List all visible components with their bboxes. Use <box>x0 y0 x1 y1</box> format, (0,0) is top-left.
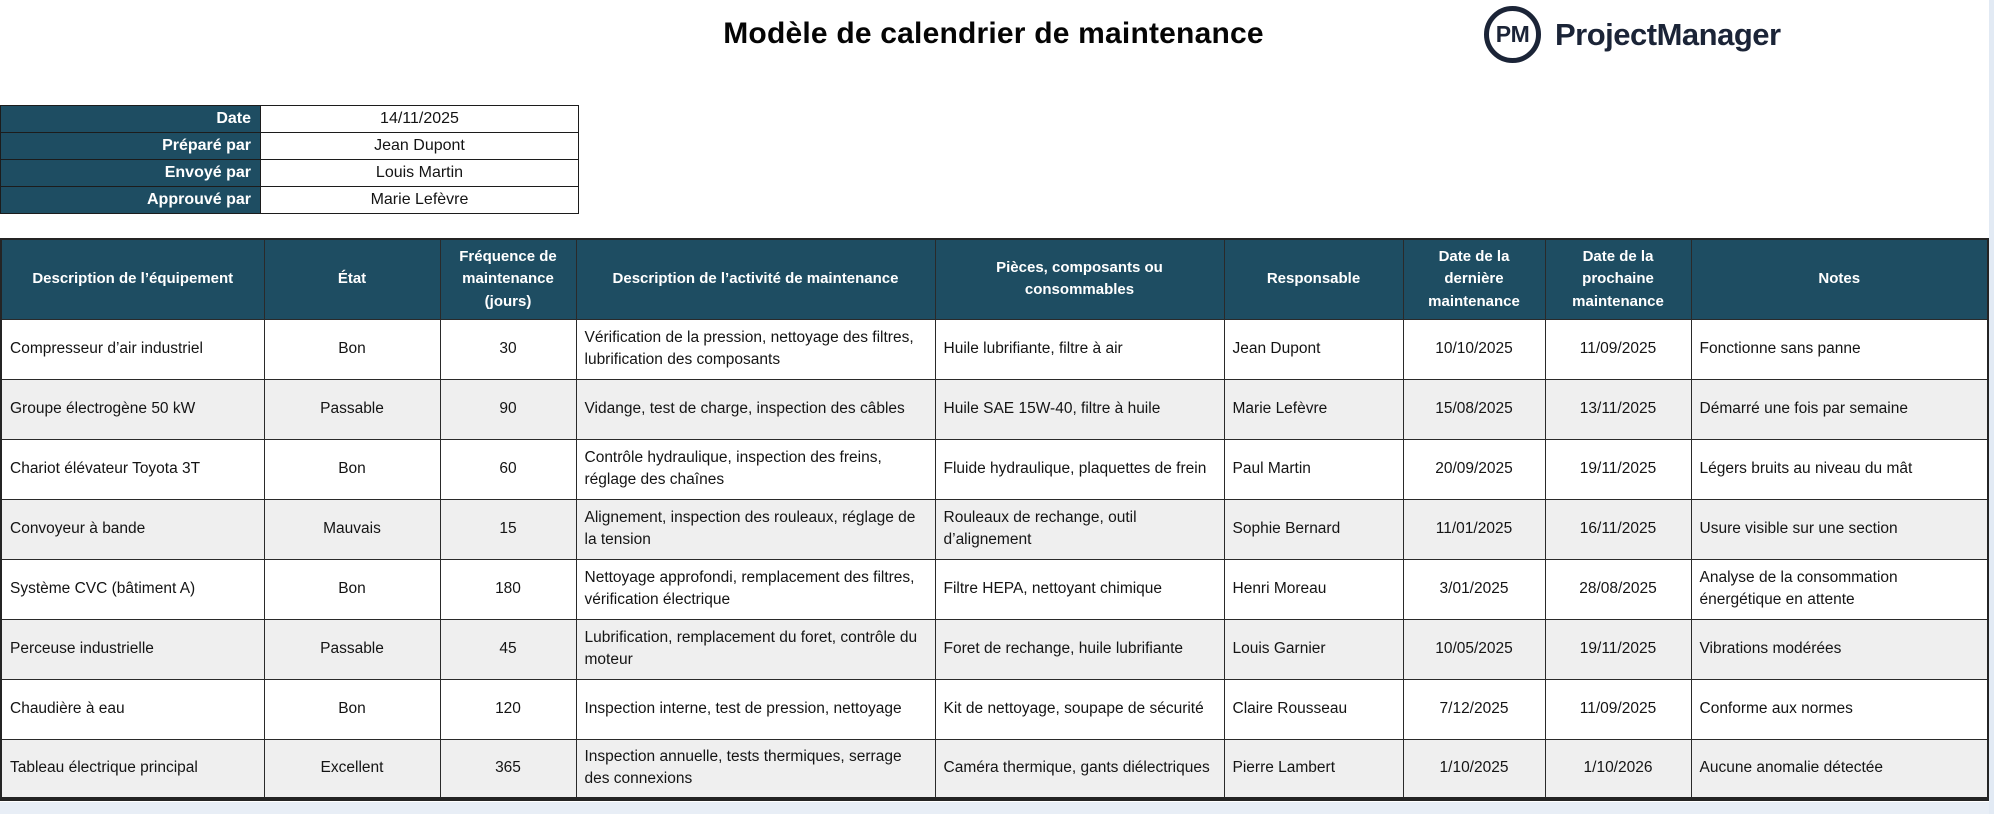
maintenance-table-body <box>1 319 1988 799</box>
table-cell: Légers bruits au niveau du mât <box>1691 439 1988 499</box>
table-cell: Foret de rechange, huile lubrifiante <box>935 619 1224 679</box>
table-row <box>1 379 1988 439</box>
table-cell: Louis Garnier <box>1224 619 1403 679</box>
col-header-activity: Description de l’activité de maintenance <box>576 239 935 319</box>
info-label: Préparé par <box>1 133 261 160</box>
table-cell: Groupe électrogène 50 kW <box>1 379 264 439</box>
table-cell: 15 <box>440 499 576 559</box>
info-label: Approuvé par <box>1 187 261 214</box>
pm-monogram-icon: PM <box>1484 6 1541 63</box>
table-cell: Conforme aux normes <box>1691 679 1988 739</box>
info-label: Envoyé par <box>1 160 261 187</box>
table-cell: Bon <box>264 679 440 739</box>
table-cell: Usure visible sur une section <box>1691 499 1988 559</box>
page-title: Modèle de calendrier de maintenance <box>723 17 1264 50</box>
table-cell: Caméra thermique, gants diélectriques <box>935 739 1224 799</box>
table-cell: Henri Moreau <box>1224 559 1403 619</box>
info-label: Date <box>1 106 261 133</box>
table-cell: Nettoyage approfondi, remplacement des filtres, vérification électrique <box>576 559 935 619</box>
col-header-last-maintenance: Date de la dernière maintenance <box>1403 239 1545 319</box>
col-header-parts: Pièces, composants ou consommables <box>935 239 1224 319</box>
table-cell: Filtre HEPA, nettoyant chimique <box>935 559 1224 619</box>
table-cell: 180 <box>440 559 576 619</box>
table-cell: Chaudière à eau <box>1 679 264 739</box>
table-row <box>1 499 1988 559</box>
table-cell: Mauvais <box>264 499 440 559</box>
table-row <box>1 439 1988 499</box>
info-value: Louis Martin <box>261 160 579 187</box>
table-cell: Analyse de la consommation énergétique en attente <box>1691 559 1988 619</box>
table-row <box>1 679 1988 739</box>
table-cell: 60 <box>440 439 576 499</box>
table-cell: Démarré une fois par semaine <box>1691 379 1988 439</box>
table-cell: Jean Dupont <box>1224 319 1403 379</box>
table-cell: Vérification de la pression, nettoyage des filtres, lubrification des composants <box>576 319 935 379</box>
page-bottom-edge <box>0 802 1994 814</box>
col-header-state: État <box>264 239 440 319</box>
col-header-equipment: Description de l’équipement <box>1 239 264 319</box>
info-row-sent-by <box>1 160 579 187</box>
maintenance-table-header <box>1 239 1988 319</box>
info-row-approved-by <box>1 187 579 214</box>
page-right-edge <box>1989 0 1994 814</box>
table-cell: Paul Martin <box>1224 439 1403 499</box>
table-cell: Fonctionne sans panne <box>1691 319 1988 379</box>
table-cell: Bon <box>264 319 440 379</box>
table-cell: Rouleaux de rechange, outil d’alignement <box>935 499 1224 559</box>
table-cell: 11/09/2025 <box>1545 679 1691 739</box>
table-cell: 11/09/2025 <box>1545 319 1691 379</box>
table-cell: 3/01/2025 <box>1403 559 1545 619</box>
info-value: Marie Lefèvre <box>261 187 579 214</box>
table-cell: Convoyeur à bande <box>1 499 264 559</box>
table-cell: Aucune anomalie détectée <box>1691 739 1988 799</box>
table-cell: Passable <box>264 379 440 439</box>
table-row <box>1 739 1988 799</box>
table-cell: Contrôle hydraulique, inspection des freins, réglage des chaînes <box>576 439 935 499</box>
table-cell: Huile SAE 15W-40, filtre à huile <box>935 379 1224 439</box>
col-header-responsible: Responsable <box>1224 239 1403 319</box>
table-cell: Kit de nettoyage, soupape de sécurité <box>935 679 1224 739</box>
table-cell: 365 <box>440 739 576 799</box>
table-cell: Vibrations modérées <box>1691 619 1988 679</box>
document-info-panel <box>0 105 579 214</box>
table-cell: 16/11/2025 <box>1545 499 1691 559</box>
info-row-date <box>1 106 579 133</box>
table-cell: 30 <box>440 319 576 379</box>
table-cell: 13/11/2025 <box>1545 379 1691 439</box>
col-header-notes: Notes <box>1691 239 1988 319</box>
table-cell: Compresseur d’air industriel <box>1 319 264 379</box>
table-cell: 10/10/2025 <box>1403 319 1545 379</box>
table-cell: 7/12/2025 <box>1403 679 1545 739</box>
table-cell: Passable <box>264 619 440 679</box>
col-header-frequency: Fréquence de maintenance (jours) <box>440 239 576 319</box>
table-cell: 120 <box>440 679 576 739</box>
table-cell: Excellent <box>264 739 440 799</box>
table-cell: Système CVC (bâtiment A) <box>1 559 264 619</box>
table-row <box>1 559 1988 619</box>
table-cell: 10/05/2025 <box>1403 619 1545 679</box>
maintenance-table <box>0 238 1989 801</box>
table-cell: 15/08/2025 <box>1403 379 1545 439</box>
table-cell: Chariot élévateur Toyota 3T <box>1 439 264 499</box>
table-cell: Sophie Bernard <box>1224 499 1403 559</box>
table-cell: Alignement, inspection des rouleaux, réglage de la tension <box>576 499 935 559</box>
table-cell: Fluide hydraulique, plaquettes de frein <box>935 439 1224 499</box>
table-cell: 90 <box>440 379 576 439</box>
table-cell: Lubrification, remplacement du foret, contrôle du moteur <box>576 619 935 679</box>
table-cell: 20/09/2025 <box>1403 439 1545 499</box>
col-header-next-maintenance: Date de la prochaine maintenance <box>1545 239 1691 319</box>
table-cell: 45 <box>440 619 576 679</box>
table-row <box>1 319 1988 379</box>
table-cell: Bon <box>264 439 440 499</box>
table-cell: 1/10/2025 <box>1403 739 1545 799</box>
table-cell: Tableau électrique principal <box>1 739 264 799</box>
projectmanager-logo <box>1484 6 1781 63</box>
table-cell: 1/10/2026 <box>1545 739 1691 799</box>
table-cell: Pierre Lambert <box>1224 739 1403 799</box>
table-cell: Perceuse industrielle <box>1 619 264 679</box>
table-cell: Inspection interne, test de pression, nettoyage <box>576 679 935 739</box>
info-value: 14/11/2025 <box>261 106 579 133</box>
table-cell: 11/01/2025 <box>1403 499 1545 559</box>
table-cell: Claire Rousseau <box>1224 679 1403 739</box>
table-cell: 19/11/2025 <box>1545 619 1691 679</box>
info-value: Jean Dupont <box>261 133 579 160</box>
table-cell: Marie Lefèvre <box>1224 379 1403 439</box>
table-cell: Huile lubrifiante, filtre à air <box>935 319 1224 379</box>
table-cell: Bon <box>264 559 440 619</box>
brand-name: ProjectManager <box>1555 16 1781 52</box>
table-cell: Vidange, test de charge, inspection des câbles <box>576 379 935 439</box>
table-cell: 19/11/2025 <box>1545 439 1691 499</box>
table-cell: Inspection annuelle, tests thermiques, serrage des connexions <box>576 739 935 799</box>
info-row-prepared-by <box>1 133 579 160</box>
table-cell: 28/08/2025 <box>1545 559 1691 619</box>
table-row <box>1 619 1988 679</box>
